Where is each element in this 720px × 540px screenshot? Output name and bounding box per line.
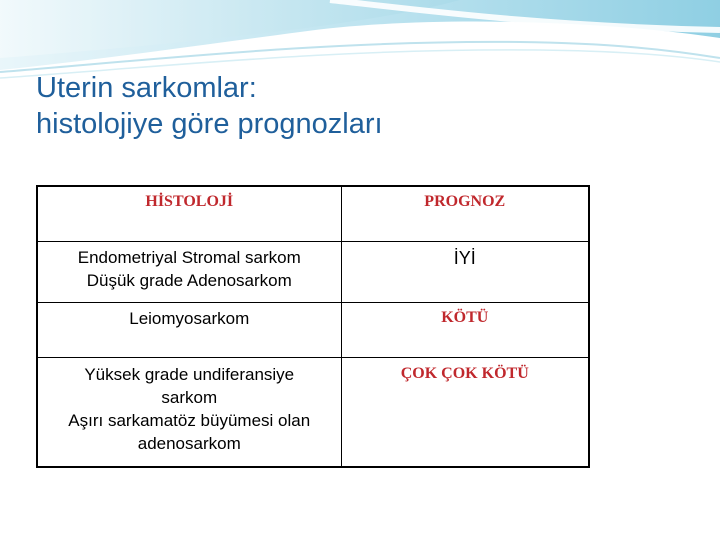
histology-line: Leiomyosarkom (129, 308, 250, 328)
prognosis-table (36, 185, 590, 468)
prognosis-cell: ÇOK ÇOK KÖTÜ (341, 357, 589, 467)
histology-line: sarkom (161, 387, 218, 407)
slide-title-line-1: Uterin sarkomlar: (36, 72, 257, 104)
slide-title (36, 70, 676, 142)
histology-line: Düşük grade Adenosarkom (86, 270, 292, 290)
table-row (37, 241, 589, 302)
histology-line: Endometriyal Stromal sarkom (77, 247, 301, 267)
prognosis-cell: KÖTÜ (341, 302, 589, 357)
column-header-prognosis: PROGNOZ (341, 186, 589, 241)
histology-cell (37, 302, 341, 357)
slide-title-line-2: histolojiye göre prognozları (36, 108, 383, 140)
table-row (37, 357, 589, 467)
table-row (37, 302, 589, 357)
table-header-row (37, 186, 589, 241)
histology-line: Aşırı sarkamatöz büyümesi olan (68, 410, 311, 430)
histology-cell (37, 241, 341, 302)
histology-cell (37, 357, 341, 467)
histology-line: Yüksek grade undiferansiye (84, 364, 295, 384)
column-header-histology: HİSTOLOJİ (37, 186, 341, 241)
prognosis-cell: İYİ (341, 241, 589, 302)
histology-line: adenosarkom (137, 433, 241, 453)
